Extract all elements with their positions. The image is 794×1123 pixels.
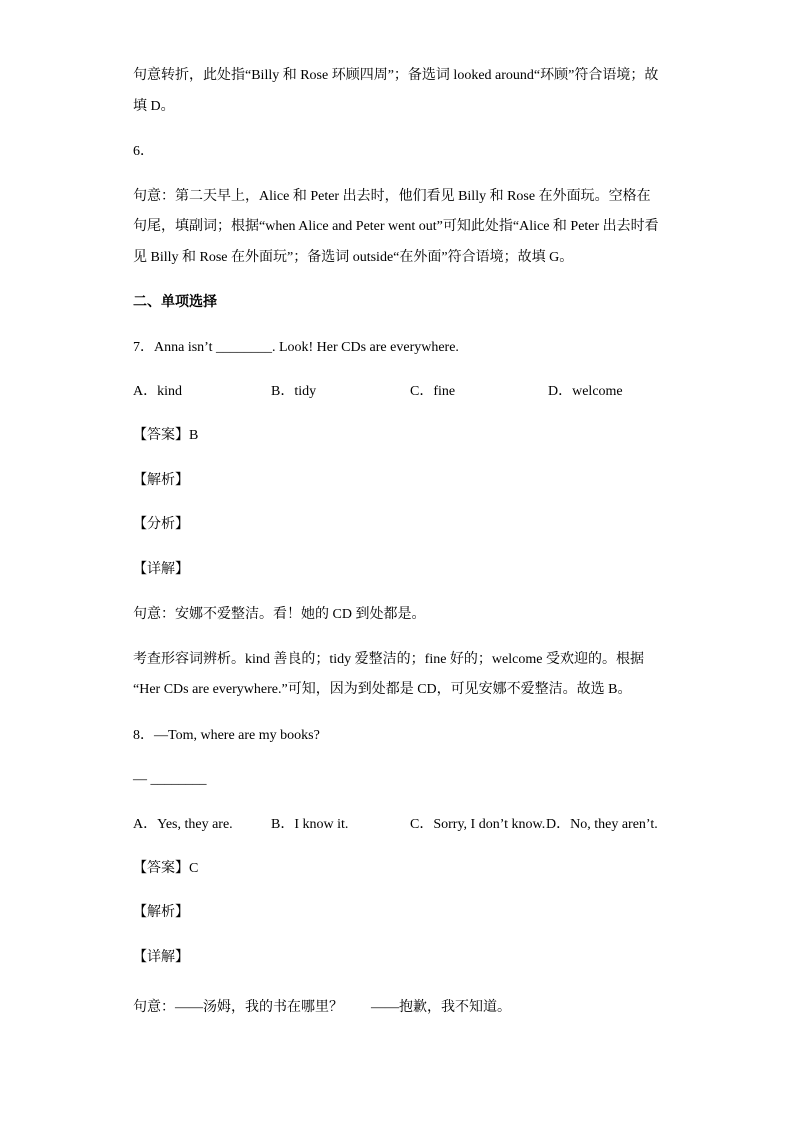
question-stem: 7．Anna isn’t ________. Look! Her CDs are everywhere.: [133, 340, 459, 355]
option-a: A．kind: [133, 384, 182, 399]
option-b: B．I know it.: [271, 817, 349, 832]
reply-blank: — ________: [133, 772, 207, 787]
answer-label: 【答案】C: [133, 861, 199, 876]
option-c: C．Sorry, I don’t know.: [410, 817, 546, 832]
option-d: D．welcome: [548, 384, 623, 399]
answer-label: 【答案】B: [133, 428, 199, 443]
fenxi-label: 【分析】: [133, 517, 189, 532]
detail-label: 【详解】: [133, 562, 189, 577]
question-number: 6．: [133, 144, 154, 159]
paragraph-line: 见 Billy 和 Rose 在外面玩”；备选词 outside“在外面”符合语境；故填 G。: [133, 250, 574, 265]
option-b: B．tidy: [271, 384, 317, 399]
paragraph-line: 句尾，填副词；根据“when Alice and Peter went out”可知此处指“Alice 和 Peter 出去时看: [133, 219, 659, 234]
analysis-label: 【解析】: [133, 905, 189, 920]
question-stem: 8．—Tom, where are my books?: [133, 728, 320, 743]
option-c: C．fine: [410, 384, 456, 399]
paragraph-line: 填 D。: [133, 99, 175, 114]
sentence-meaning: 句意：安娜不爱整洁。看！她的 CD 到处都是。: [133, 607, 426, 622]
analysis-label: 【解析】: [133, 473, 189, 488]
option-d: D．No, they aren’t.: [546, 817, 658, 832]
sentence-meaning: 句意：——汤姆，我的书在哪里？ ——抱歉，我不知道。: [133, 1000, 511, 1015]
option-a: A．Yes, they are.: [133, 817, 233, 832]
detail-label: 【详解】: [133, 950, 189, 965]
section-title: 二、单项选择: [133, 295, 217, 310]
explanation-line: “Her CDs are everywhere.”可知，因为到处都是 CD，可见安娜不爱整洁。故选 B。: [133, 682, 632, 697]
explanation-line: 考查形容词辨析。kind 善良的；tidy 爱整洁的；fine 好的；welcome 受欢迎的。根据: [133, 652, 644, 667]
paragraph-line: 句意转折，此处指“Billy 和 Rose 环顾四周”；备选词 looked around“环顾”符合语境；故: [133, 68, 659, 83]
paragraph-line: 句意：第二天早上，Alice 和 Peter 出去时，他们看见 Billy 和 Rose 在外面玩。空格在: [133, 189, 651, 204]
